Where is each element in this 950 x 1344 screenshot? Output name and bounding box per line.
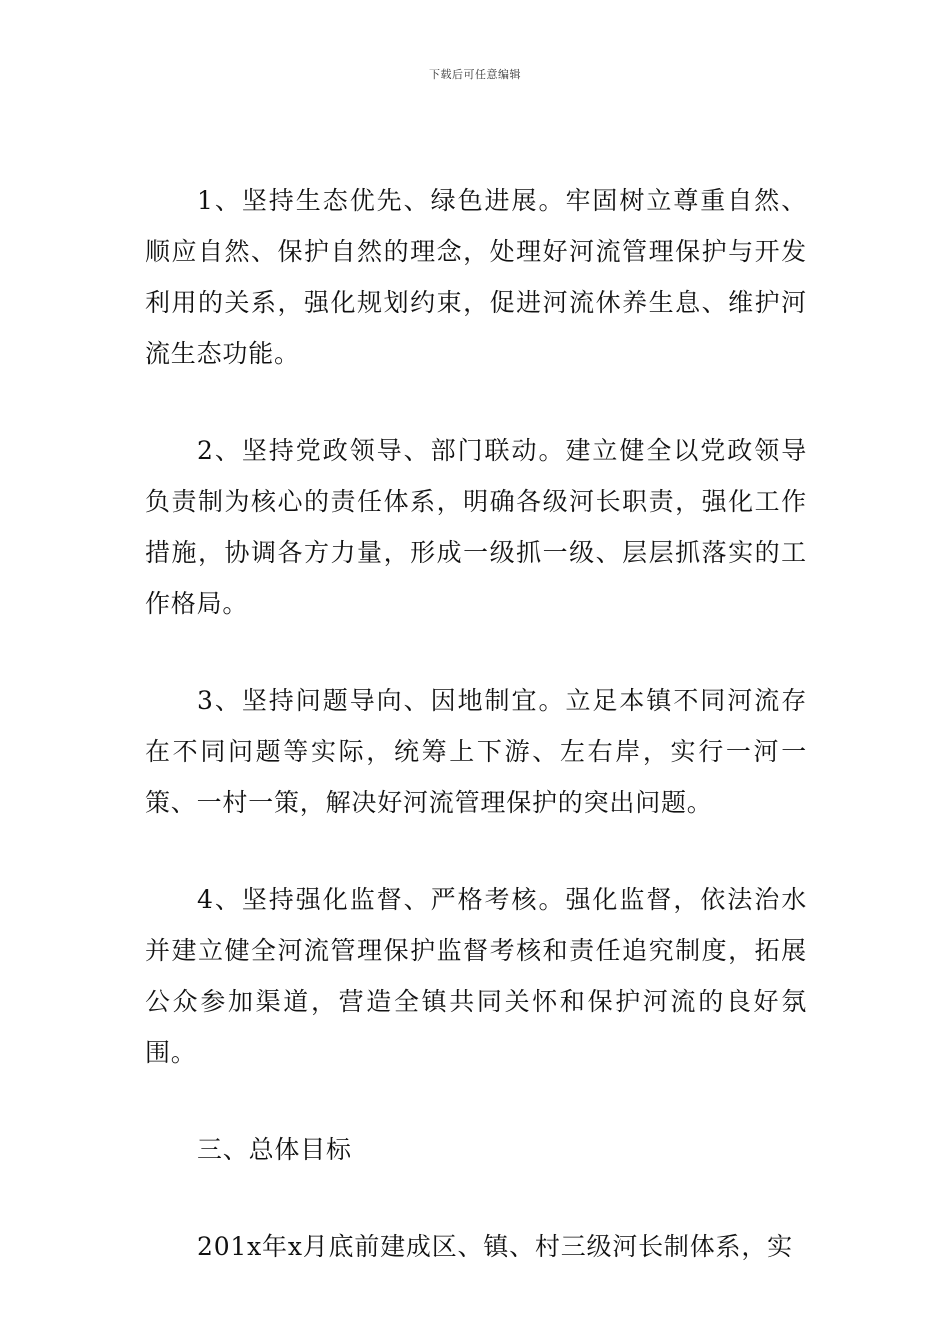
paragraph-goal: 201x年x月底前建成区、镇、村三级河长制体系，实 (197, 1232, 793, 1261)
document-body (145, 175, 807, 1272)
section-heading-overall-goal: 三、总体目标 (197, 1135, 352, 1164)
paragraph-principle-3: 3、坚持问题导向、因地制宜。立足本镇不同河流存在不同问题等实际，统筹上下游、左右岸，实行一河一策、一村一策，解决好河流管理保护的突出问题。 (145, 686, 807, 817)
header-note: 下载后可任意编辑 (429, 68, 521, 81)
paragraph-principle-2: 2、坚持党政领导、部门联动。建立健全以党政领导负责制为核心的责任体系，明确各级河长职责，强化工作措施，协调各方力量，形成一级抓一级、层层抓落实的工作格局。 (145, 436, 807, 618)
paragraph-principle-4: 4、坚持强化监督、严格考核。强化监督，依法治水并建立健全河流管理保护监督考核和责任追究制度，拓展公众参加渠道，营造全镇共同关怀和保护河流的良好氛围。 (145, 885, 807, 1067)
paragraph-principle-1: 1、坚持生态优先、绿色进展。牢固树立尊重自然、顺应自然、保护自然的理念，处理好河流管理保护与开发利用的关系，强化规划约束，促进河流休养生息、维护河流生态功能。 (145, 186, 807, 368)
